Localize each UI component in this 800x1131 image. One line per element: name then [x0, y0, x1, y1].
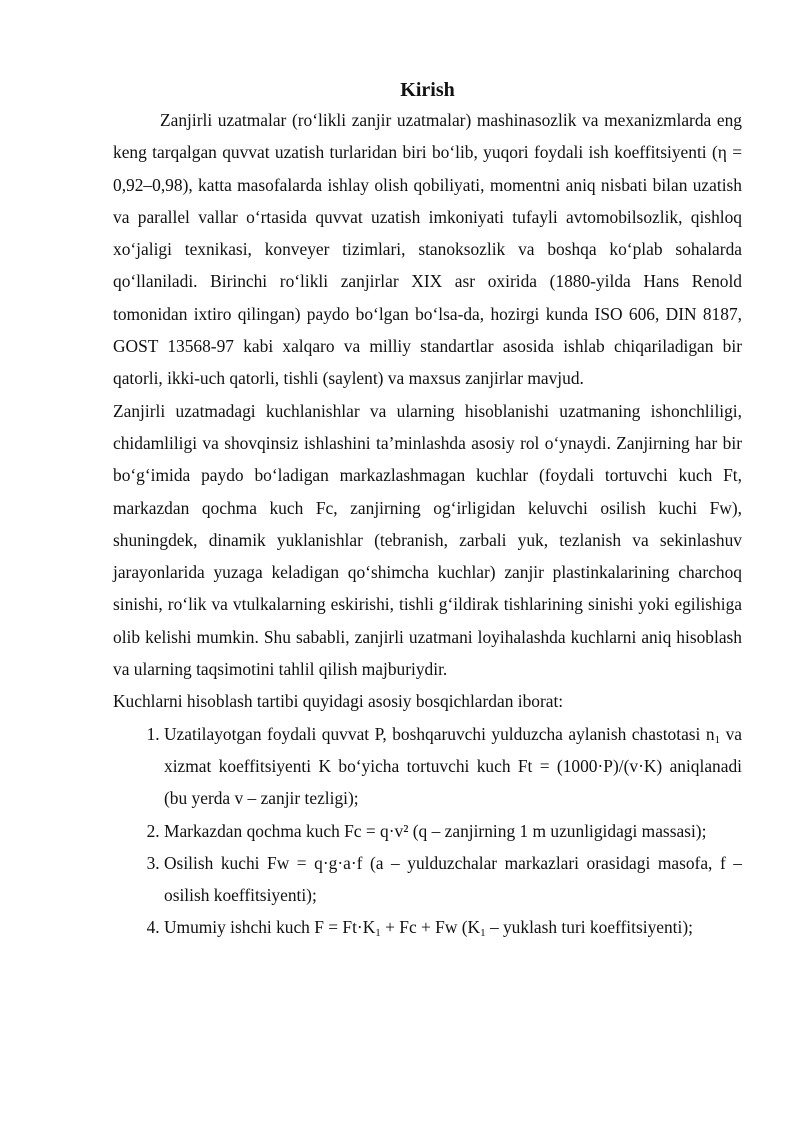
subscript: 1	[714, 733, 721, 746]
paragraph-forces: Zanjirli uzatmadagi kuchlanishlar va ularning hisoblanishi uzatmaning ishonchliligi, chidamliligi va shovqinsiz ishlashini ta’minlashda asosiy rol oʻynaydi. Zanjirning har bir boʻgʻimida paydo boʻladigan markazlashmagan kuchlar (foydali tortuvchi kuch Ft, markazdan qochma kuch Fc, zanjirning ogʻirligidan keluvchi osilish kuchi Fw), shuningdek, dinamik yuklanishlar (tebranish, zarbali yuk, tezlanish va sekinlashuv jarayonlarida yuzaga keladigan qoʻshimcha kuchlar) zanjir plastinkalarining charchoq sinishi, roʻlik va vtulkalarning eskirishi, tishli gʻildirak tishlarining sinishi yoki egilishiga olib kelishi mumkin. Shu sababli, zanjirli uzatmani loyihalashda kuchlarni aniq hisoblash va ularning taqsimotini tahlil qilish majburiydir.	[113, 400, 742, 680]
section-title: Kirish	[400, 79, 455, 101]
list-item	[164, 718, 742, 815]
list-item	[164, 847, 742, 912]
step-4-text-end: – yuklash turi koeffitsiyenti);	[485, 917, 693, 938]
step-2-text: Markazdan qochma kuch Fc = q·v² (q – zanjirning 1 m uzunligidagi massasi);	[164, 820, 707, 841]
list-item	[164, 815, 742, 847]
step-4-text: Umumiy ishchi kuch F = Ft·K	[164, 917, 376, 938]
document-page	[113, 76, 742, 944]
step-1-text: Uzatilayotgan foydali quvvat P, boshqaruvchi yulduzcha aylanish chastotasi n	[164, 723, 715, 744]
subscript: 1	[480, 927, 486, 940]
list-item	[164, 911, 742, 943]
step-3-text: Osilish kuchi Fw = q·g·a·f (a – yulduzchalar markazlari orasidagi masofa, f – osilish koeffitsiyenti);	[164, 852, 742, 906]
paragraph-procedure: Kuchlarni hisoblash tartibi quyidagi asosiy bosqichlardan iborat:	[113, 691, 564, 712]
subscript: 1	[375, 927, 381, 940]
paragraph-intro: Zanjirli uzatmalar (roʻlikli zanjir uzatmalar) mashinasozlik va mexanizmlarda eng keng tarqalgan quvvat uzatish turlaridan biri boʻlib, yuqori foydali ish koeffitsiyenti (η = 0,92–0,98), katta masofalarda ishlay olish qobiliyati, momentni aniq nisbati bilan uzatish va parallel vallar oʻrtasida quvvat uzatish imkoniyati tufayli avtomobilsozlik, qishloq xoʻjaligi texnikasi, konveyer tizimlari, stanoksozlik va boshqa koʻplab sohalarda qoʻllaniladi. Birinchi roʻlikli zanjirlar XIX asr oxirida (1880-yilda Hans Renold tomonidan ixtiro qilingan) paydo boʻlgan boʻlsa-da, hozirgi kunda ISO 606, DIN 8187, GOST 13568-97 kabi xalqaro va milliy standartlar asosida ishlab chiqariladigan bir qatorli, ikki-uch qatorli, tishli (saylent) va maxsus zanjirlar mavjud.	[113, 110, 742, 389]
step-4-text-cont: + Fc + Fw (K	[380, 917, 481, 938]
step-1-text-cont: va xizmat koeffitsiyenti K boʻyicha tortuvchi kuch Ft = (1000·P)/(v·K) aniqlanadi (bu yerda v – zanjir tezligi);	[164, 723, 742, 809]
calculation-steps-list	[113, 718, 742, 944]
